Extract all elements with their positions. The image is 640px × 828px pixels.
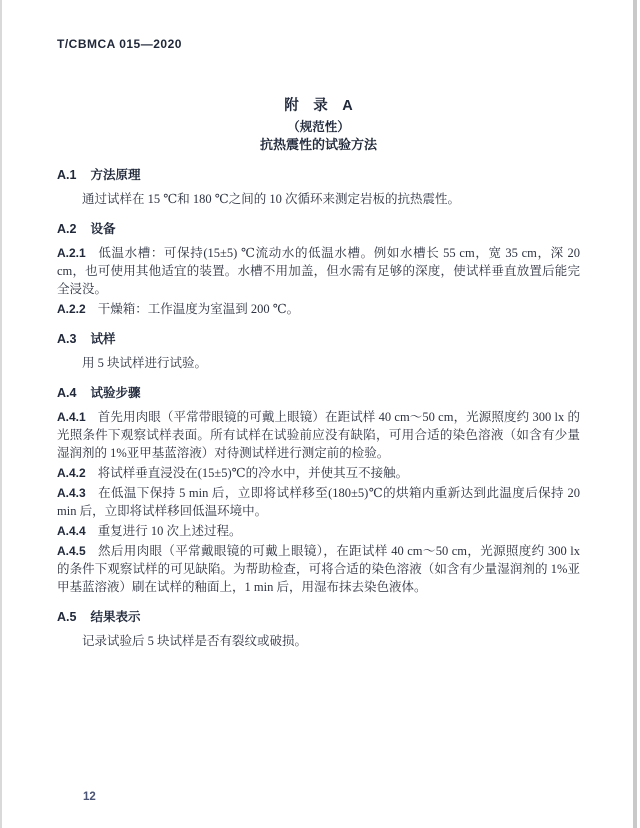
section-number: A.5 — [57, 610, 77, 624]
clause-number: A.4.2 — [57, 466, 86, 480]
annex-normative-label: （规范性） — [287, 120, 350, 134]
clause-text: 干燥箱：工作温度为室温到 200 ℃。 — [97, 302, 300, 316]
section-title: 方法原理 — [90, 168, 141, 182]
clause-text: 将试样垂直浸没在(15±5)℃的冷水中，并使其互不接触。 — [97, 466, 409, 480]
annex-title: 附 录 A — [284, 98, 353, 114]
clause-a44 — [57, 522, 580, 540]
clause-number: A.4.3 — [57, 486, 86, 500]
clause-number: A.2.2 — [57, 302, 86, 316]
paragraph: 用 5 块试样进行试验。 — [82, 356, 208, 370]
scan-edge-right — [633, 0, 637, 828]
section-number: A.1 — [57, 168, 77, 182]
section-heading-a1 — [57, 166, 580, 184]
page-number: 12 — [83, 791, 96, 803]
document-body — [57, 96, 580, 652]
section-title: 结果表示 — [90, 610, 141, 624]
section-title: 试样 — [90, 332, 116, 346]
clause-a43 — [57, 484, 580, 520]
clause-text: 在低温下保持 5 min 后，立即将试样移至(180±5)℃的烘箱内重新达到此温度后保持 20 min 后，立即将试样移回低温环境中。 — [57, 486, 580, 518]
scan-edge-left — [0, 0, 2, 828]
section-number: A.3 — [57, 332, 77, 346]
clause-number: A.4.4 — [57, 524, 86, 538]
clause-a45 — [57, 542, 580, 596]
standard-number-header: T/CBMCA 015—2020 — [57, 37, 182, 51]
clause-number: A.2.1 — [57, 246, 86, 260]
clause-a42 — [57, 464, 580, 482]
paragraph: 记录试验后 5 块试样是否有裂纹或破损。 — [82, 634, 308, 648]
clause-a22 — [57, 300, 580, 318]
clause-number: A.4.5 — [57, 544, 86, 558]
section-number: A.2 — [57, 222, 77, 236]
section-heading-a4 — [57, 384, 580, 402]
clause-a21 — [57, 244, 580, 298]
section-heading-a5 — [57, 608, 580, 626]
paragraph: 通过试样在 15 ℃和 180 ℃之间的 10 次循环来测定岩板的抗热震性。 — [82, 192, 460, 206]
clause-text: 然后用肉眼（平常戴眼镜的可戴上眼镜），在距试样 40 cm～50 cm，光源照度约 300 lx 的条件下观察试样的可见缺陷。为帮助检查，可将合适的染色溶液（如含有少量湿润剂的 1%亚甲基蓝溶液）刷在试样的釉面上，1 min 后，用湿布抹去染色液体。 — [57, 544, 580, 594]
section-heading-a3 — [57, 330, 580, 348]
annex-subtitle: 抗热震性的试验方法 — [259, 137, 377, 152]
annex-title-block — [57, 96, 580, 154]
clause-text: 低温水槽：可保持(15±5) ℃流动水的低温水槽。例如水槽长 55 cm，宽 35 cm，深 20 cm，也可使用其他适宜的装置。水槽不用加盖，但水需有足够的深度，使试样垂直放置后能完全浸没。 — [57, 246, 580, 296]
clause-number: A.4.1 — [57, 410, 86, 424]
clause-text: 首先用肉眼（平常带眼镜的可戴上眼镜）在距试样 40 cm～50 cm，光源照度约 300 lx 的光照条件下观察试样表面。所有试样在试验前应没有缺陷，可用合适的染色溶液（如含有少量湿润剂的 1%亚甲基蓝溶液）对待测试样进行测定前的检验。 — [57, 410, 580, 460]
section-number: A.4 — [57, 386, 77, 400]
section-heading-a2 — [57, 220, 580, 238]
section-title: 试验步骤 — [90, 386, 141, 400]
clause-a41 — [57, 408, 580, 462]
clause-text: 重复进行 10 次上述过程。 — [97, 524, 242, 538]
section-title: 设备 — [90, 222, 116, 236]
